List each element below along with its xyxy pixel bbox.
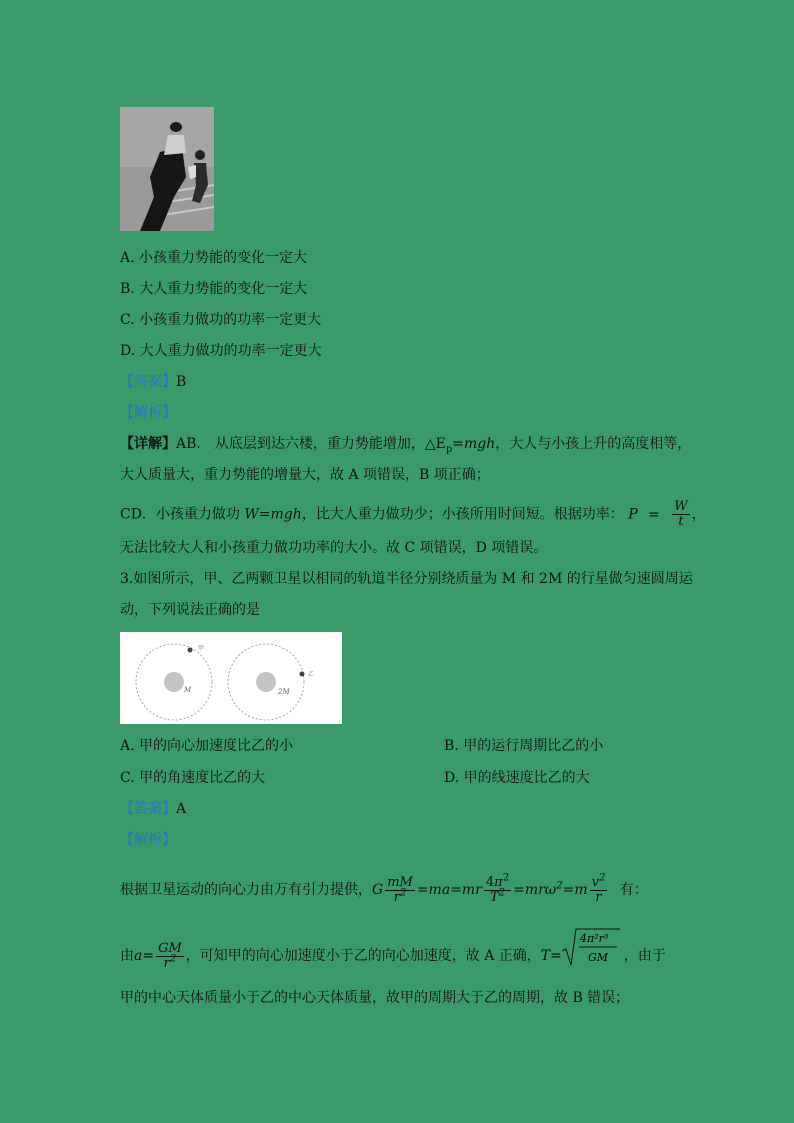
svg-text:GM: GM	[587, 951, 608, 964]
svg-text:4π²r³: 4π²r³	[579, 932, 609, 945]
orbit-figure-drawing	[120, 632, 342, 724]
q2-detail-rest1: ，大人与小孩上升的高度相等，	[495, 436, 692, 452]
q3-option-c: C. 甲的角速度比乙的大	[120, 770, 266, 786]
formula-mromega: =mrω$^2$=m	[513, 880, 588, 898]
q2-analysis-tag	[120, 403, 176, 423]
orbit-figure	[120, 632, 342, 724]
power-num: W	[674, 499, 688, 514]
q3-line2-end: ，由于	[623, 948, 666, 964]
q2-detail-sub: p	[445, 443, 453, 455]
q2-detail-line2: 大人质量大，重力势能的增量大，故 A 项错误，B 项正确；	[120, 467, 490, 483]
q2-detail-formula3: W=mgh	[244, 506, 302, 523]
q3-analysis-label: 【解析】	[120, 832, 176, 848]
q2-answer-tag: 【答案】	[120, 374, 176, 390]
q2-option-a: A. 小孩重力势能的变化一定大	[120, 250, 308, 266]
q3-answer-value: A	[176, 801, 187, 817]
power-p: P	[628, 506, 638, 523]
q3-accel-line	[120, 927, 666, 971]
q3-analysis-tag	[120, 830, 176, 850]
q2-detail-line4: 无法比较大人和小孩重力做功功率的大小。故 C 项错误，D 项错误。	[120, 540, 548, 556]
left-planet-label: M	[184, 686, 192, 694]
q2-option-b: B. 大人重力势能的变化一定大	[120, 281, 308, 297]
q2-option-c: C. 小孩重力做功的功率一定更大	[120, 312, 322, 328]
power-end: ，	[691, 506, 706, 523]
q2-detail-formula1: =mgh	[452, 436, 496, 452]
formula-sqrt	[562, 927, 620, 985]
q3-answer-tag: 【答案】	[120, 801, 176, 817]
stairs-photo	[120, 107, 214, 231]
formula-mm-r2: $\frac{mM}{r^2}$	[387, 874, 413, 905]
right-planet-label: 2M	[278, 688, 290, 696]
q3-line2-prefix: 由	[120, 948, 134, 964]
q2-detail-text3b: ，比大人重力做功少；小孩所用时间短。根据功率：	[301, 506, 624, 523]
q3-answer-line	[120, 799, 186, 819]
q3-line2-mid: ，可知甲的向心加速度小于乙的向心加速度，故 A 正确，	[185, 948, 541, 964]
q2-detail-tag: 【详解】	[120, 436, 176, 452]
q3-option-b: B. 甲的运行周期比乙的小	[444, 738, 604, 754]
q2-answer-value: B	[176, 374, 187, 390]
q2-detail-text1: AB． 从底层到达六楼，重力势能增加，△E	[176, 436, 446, 452]
formula-v2-r: $\frac{v^2}{r}$	[591, 872, 606, 905]
q2-option-d: D. 大人重力做功的功率一定更大	[120, 343, 322, 359]
left-satellite-label: 甲	[198, 645, 205, 652]
q3-stem-line2: 动，下列说法正确的是	[120, 602, 260, 618]
formula-ma: =ma=mr	[416, 882, 482, 898]
formula-g: G	[372, 882, 384, 898]
formula-gm-r2: $\frac{GM}{r^2}$	[158, 940, 182, 971]
power-den: t	[678, 514, 684, 529]
q2-detail-line1	[120, 434, 691, 454]
power-fraction	[672, 500, 689, 529]
sqrt-symbol	[562, 927, 620, 967]
right-satellite-label: 乙	[308, 671, 315, 678]
q3-gravity-line	[120, 868, 648, 912]
q3-line1-text: 根据卫星运动的向心力由万有引力提供，	[120, 882, 372, 898]
stairs-photo-drawing	[120, 107, 214, 231]
q2-detail-text3a: CD．小孩重力做功	[120, 506, 245, 523]
formula-4pi2-t2: $\frac{4\pi^2}{T^2}$	[485, 872, 510, 905]
q3-option-a: A. 甲的向心加速度比乙的小	[120, 738, 294, 754]
q3-option-d: D. 甲的线速度比乙的大	[444, 770, 590, 786]
q2-detail-line3	[120, 500, 706, 529]
formula-t: T=	[540, 948, 562, 964]
q3-stem-line1: 3.如图所示，甲、乙两颗卫星以相同的轨道半径分别绕质量为 M 和 2M 的行星做匀速圆周运	[120, 571, 693, 587]
q2-answer-line	[120, 372, 186, 392]
q2-analysis-label: 【解析】	[120, 405, 176, 421]
formula-a: a=	[134, 948, 155, 964]
power-eq: =	[648, 506, 660, 523]
q3-line1-end: 有：	[619, 882, 648, 898]
q3-line3: 甲的中心天体质量小于乙的中心天体质量，故甲的周期大于乙的周期，故 B 错误；	[120, 990, 630, 1006]
